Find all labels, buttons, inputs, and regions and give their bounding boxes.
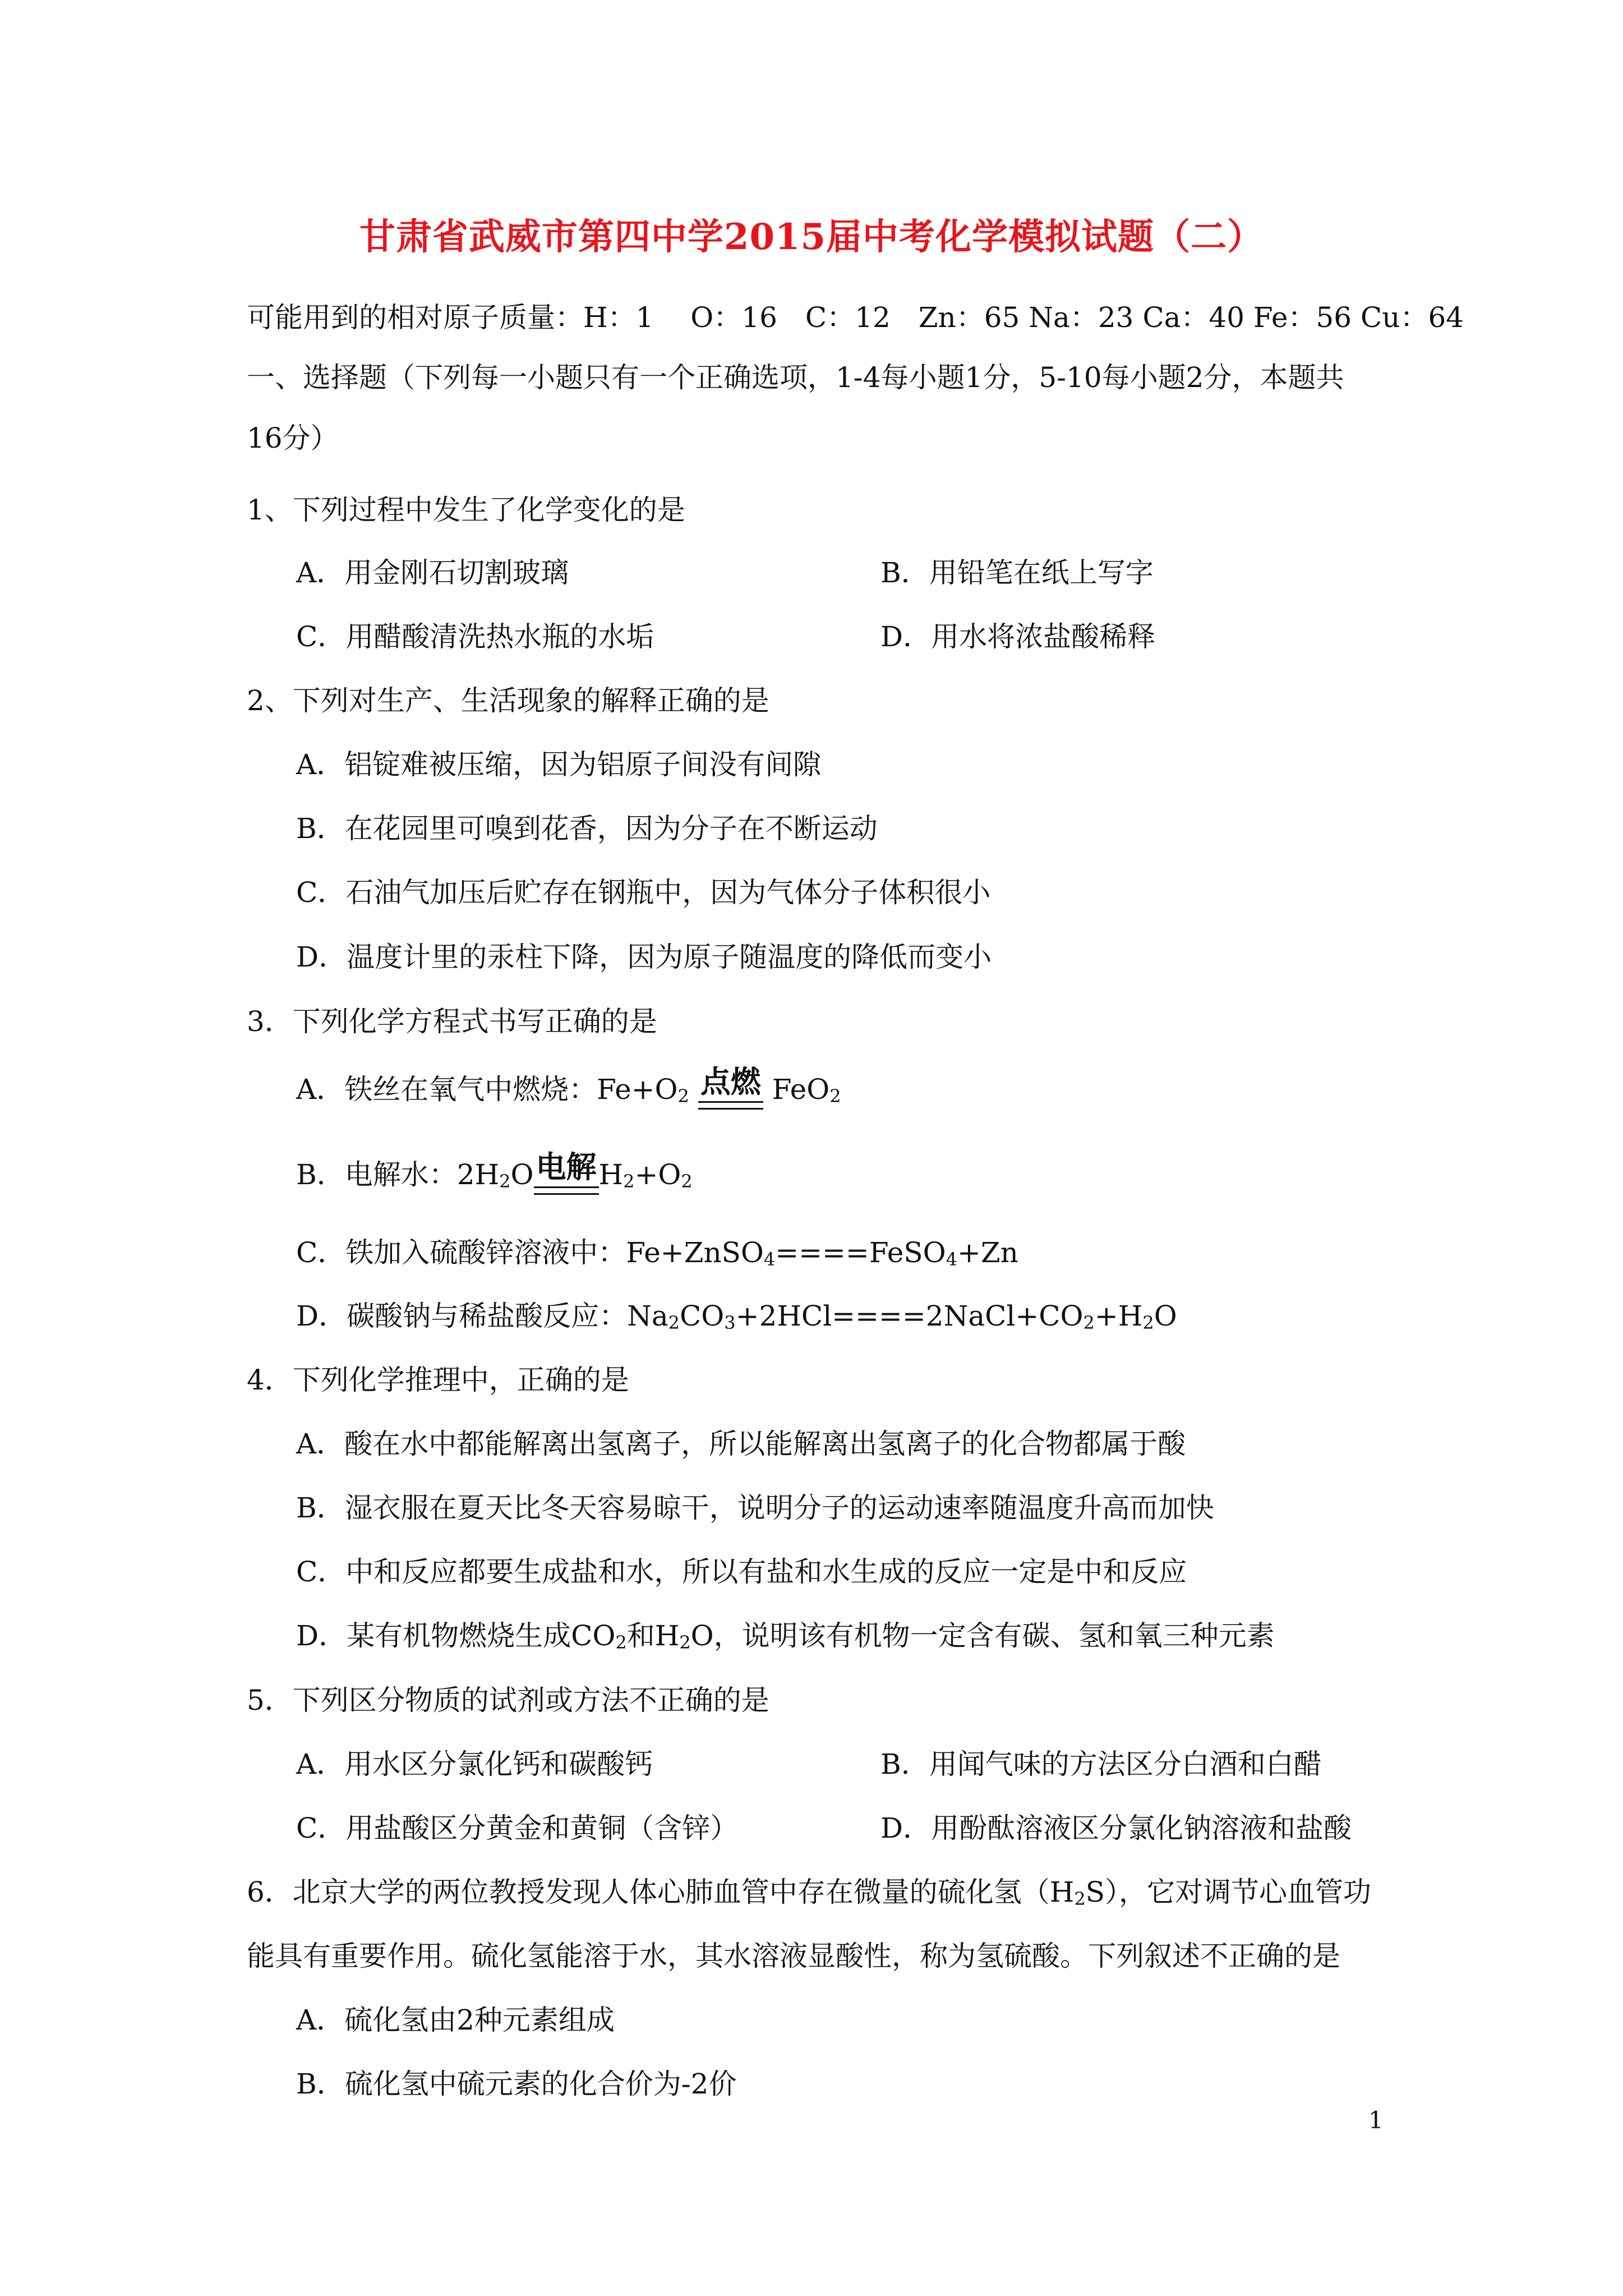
- reaction-condition-electrolysis: 电解: [534, 1148, 599, 1187]
- subscript: 2: [679, 1632, 691, 1653]
- subscript: 2: [829, 1085, 841, 1107]
- subscript: 2: [681, 1171, 693, 1192]
- reaction-condition-ignite: 点燃: [698, 1062, 763, 1102]
- subscript: 4: [946, 1249, 957, 1270]
- subscript: 3: [724, 1312, 736, 1333]
- option-d-text: +H: [1094, 1300, 1143, 1332]
- question-3-stem: 3．下列化学方程式书写正确的是: [247, 1005, 657, 1038]
- question-4-option-c: C．中和反应都要生成盐和水，所以有盐和水生成的反应一定是中和反应: [296, 1556, 1187, 1588]
- subscript: 2: [668, 1312, 680, 1333]
- subscript: 4: [763, 1249, 776, 1270]
- question-5-option-a: A．用水区分氯化钙和碳酸钙: [296, 1748, 653, 1780]
- question-6-stem-line2: 能具有重要作用。硫化氢能溶于水，其水溶液显酸性，称为氢硫酸。下列叙述不正确的是: [247, 1940, 1340, 1972]
- option-a-product: FeO: [772, 1073, 830, 1106]
- question-4-option-a: A．酸在水中都能解离出氢离子，所以能解离出氢离子的化合物都属于酸: [296, 1428, 1186, 1460]
- question-1-stem: 1、下列过程中发生了化学变化的是: [247, 494, 685, 526]
- question-5-option-c: C．用盐酸区分黄金和黄铜（含锌）: [296, 1812, 739, 1844]
- section-heading-line2: 16分）: [247, 422, 339, 454]
- atomic-masses-line: 可能用到的相对原子质量：H：1 O：16 C：12 Zn：65 Na：23 Ca：40 Fe：56 Cu：64: [247, 301, 1464, 334]
- question-3-option-c: [296, 1233, 1018, 1272]
- question-2-stem: 2、下列对生产、生活现象的解释正确的是: [247, 684, 769, 717]
- question-2-option-b: B．在花园里可嗅到花香，因为分子在不断运动: [296, 812, 878, 845]
- page-title: 甘肃省武威市第四中学2015届中考化学模拟试题（二）: [359, 216, 1264, 258]
- subscript: 2: [623, 1171, 635, 1192]
- subscript: 2: [1142, 1312, 1154, 1333]
- question-6-option-b: B．硫化氢中硫元素的化合价为-2价: [296, 2068, 737, 2100]
- section-heading-line1: 一、选择题（下列每一小题只有一个正确选项，1-4每小题1分，5-10每小题2分，本题共: [247, 361, 1344, 394]
- subscript: 2: [677, 1085, 689, 1107]
- question-3-option-b: [296, 1149, 693, 1194]
- question-2-option-c: C．石油气加压后贮存在钢瓶中，因为气体分子体积很小: [296, 876, 991, 909]
- option-d-text: D．某有机物燃烧生成CO: [296, 1619, 616, 1652]
- question-2-option-a: A．铝锭难被压缩，因为铝原子间没有间隙: [296, 748, 822, 781]
- option-d-text: O: [1154, 1300, 1177, 1332]
- question-4-option-d: [296, 1616, 1275, 1655]
- option-d-text: O，说明该有机物一定含有碳、氢和氧三种元素: [690, 1619, 1275, 1652]
- question-5-option-d: D．用酚酞溶液区分氯化钠溶液和盐酸: [880, 1812, 1352, 1844]
- option-b-text: +O: [634, 1158, 681, 1191]
- option-b-text: H: [598, 1158, 624, 1191]
- question-5-stem: 5．下列区分物质的试剂或方法不正确的是: [247, 1684, 769, 1717]
- subscript: 2: [1074, 1888, 1086, 1910]
- question-5-option-b: B．用闻气味的方法区分白酒和白醋: [880, 1748, 1322, 1780]
- option-c-text: +Zn: [957, 1236, 1018, 1269]
- question-6-stem-line1: [247, 1872, 1371, 1912]
- option-b-text: B．电解水：2H: [296, 1158, 500, 1191]
- option-c-text: C．铁加入硫酸锌溶液中：Fe+ZnSO: [296, 1236, 764, 1269]
- question-1-option-c: C．用醋酸清洗热水瓶的水垢: [296, 620, 654, 653]
- subscript: 2: [499, 1171, 511, 1192]
- question-1-option-b: B．用铅笔在纸上写字: [880, 556, 1154, 589]
- question-6-option-a: A．硫化氢由2种元素组成: [296, 2004, 615, 2036]
- option-b-text: O: [510, 1158, 534, 1191]
- stem-text: S），它对调节心血管功: [1085, 1876, 1372, 1908]
- option-d-text: 和H: [626, 1619, 680, 1652]
- question-4-stem: 4．下列化学推理中，正确的是: [247, 1364, 629, 1396]
- question-3-option-a: [296, 1064, 841, 1109]
- question-2-option-d: D．温度计里的汞柱下降，因为原子随温度的降低而变小: [296, 941, 992, 973]
- option-d-text: D．碳酸钠与稀盐酸反应：Na: [296, 1300, 668, 1332]
- page-number: 1: [1368, 2106, 1384, 2134]
- subscript: 2: [615, 1632, 627, 1653]
- question-1-option-d: D．用水将浓盐酸稀释: [880, 620, 1156, 653]
- option-d-text: CO: [680, 1300, 725, 1332]
- subscript: 2: [1083, 1312, 1095, 1333]
- question-3-option-d: [296, 1296, 1177, 1336]
- question-4-option-b: B．湿衣服在夏天比冬天容易晾干，说明分子的运动速率随温度升高而加快: [296, 1492, 1214, 1524]
- option-d-text: +2HCl====2NaCl+CO: [735, 1300, 1083, 1332]
- question-1-option-a: A．用金刚石切割玻璃: [296, 556, 569, 589]
- option-a-text: A．铁丝在氧气中燃烧：Fe+O: [296, 1073, 678, 1106]
- stem-text: 6．北京大学的两位教授发现人体心肺血管中存在微量的硫化氢（H: [247, 1876, 1075, 1908]
- option-c-text: ====FeSO: [775, 1236, 946, 1269]
